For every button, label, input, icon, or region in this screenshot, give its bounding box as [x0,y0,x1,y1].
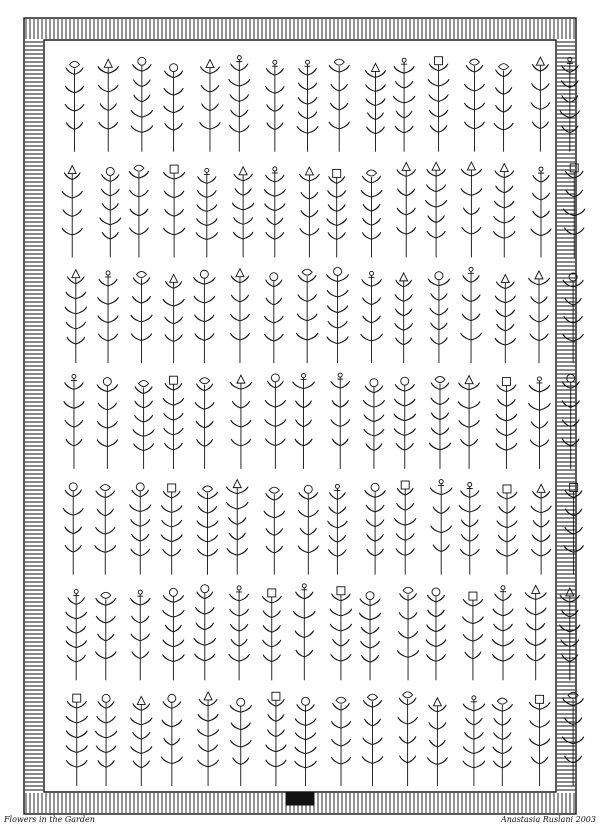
artwork-title: Flowers in the Garden [4,815,95,824]
bottom-center-marker-icon [286,793,314,805]
artist-signature: Anastasia Ruslani 2003 [501,815,596,824]
